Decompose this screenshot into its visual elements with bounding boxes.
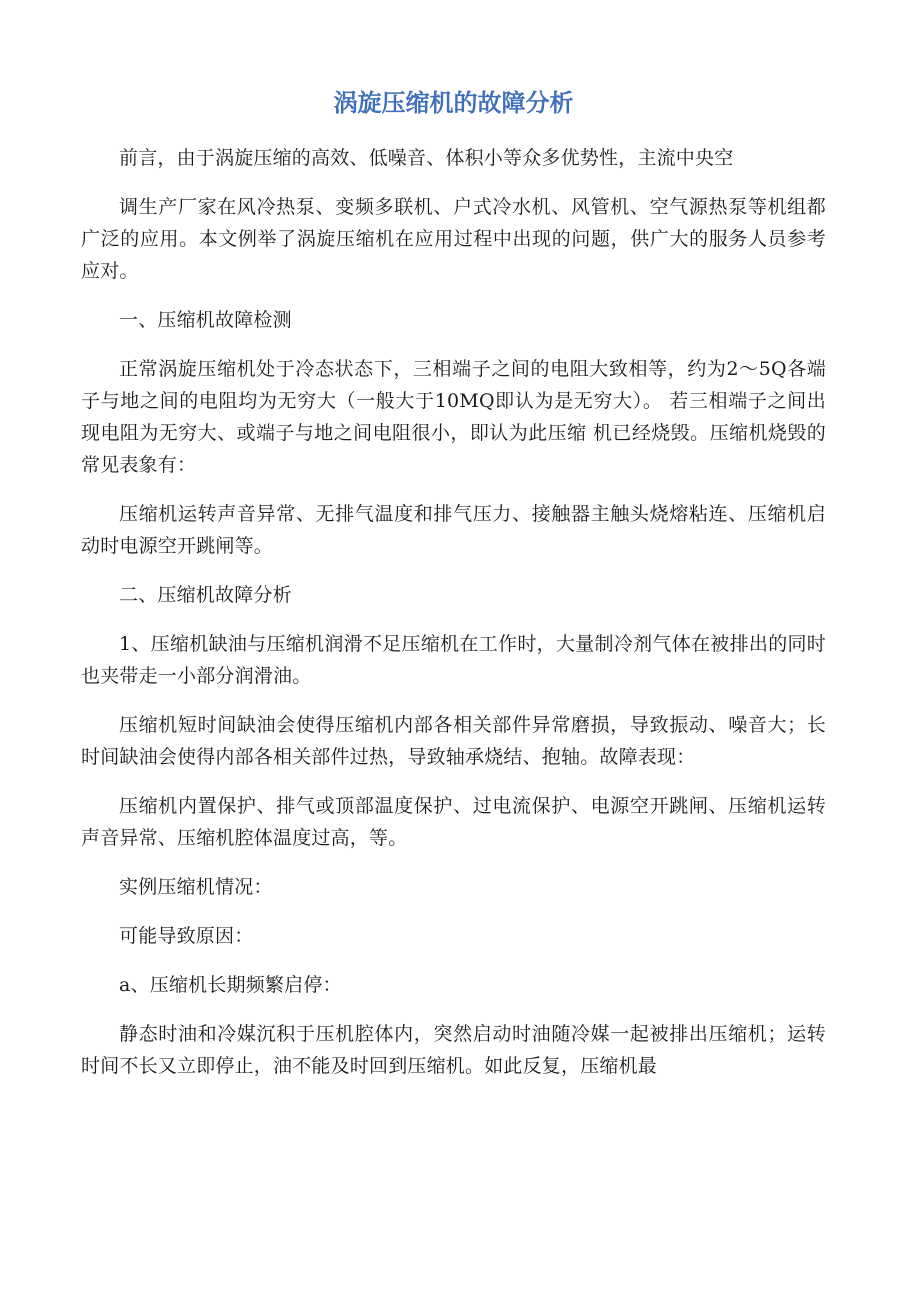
paragraph-fault-list: 压缩机内置保护、排气或顶部温度保护、过电流保护、电源空开跳闸、压缩机运转声音异常、压缩机腔体温度过高，等。 (81, 795, 826, 849)
paragraph-static-oil: 静态时油和冷媒沉积于压机腔体内，突然启动时油随冷媒一起被排出压缩机；运转时间不长又立即停止，油不能及时回到压缩机。如此反复，压缩机最 (81, 1023, 826, 1077)
paragraph-resistance: 正常涡旋压缩机处于冷态状态下，三相端子之间的电阻大致相等，约为2〜5Q各端子与地之间的电阻均为无穷大（一般大于10MQ即认为是无穷大）。 若三相端子之间出现电阻为无穷大、或端子与地之间电阻很小，即认为此压缩 机已经烧毁。压缩机烧毁的常见表象有： (81, 358, 826, 476)
section-heading-analysis: 二、压缩机故障分析 (119, 584, 292, 606)
paragraph-oil-shortage: 1、压缩机缺油与压缩机润滑不足压缩机在工作时，大量制冷剂气体在被排出的同时也夹带走一小部分润滑油。 (81, 633, 826, 687)
paragraph-preface: 前言，由于涡旋压缩的高效、低噪音、体积小等众多优势性，主流中央空 (119, 147, 734, 169)
document-title: 涡旋压缩机的故障分析 (333, 89, 574, 117)
paragraph-example: 实例压缩机情况： (119, 876, 273, 898)
section-heading-detection: 一、压缩机故障检测 (119, 309, 292, 331)
paragraph-oil-effects: 压缩机短时间缺油会使得压缩机内部各相关部件异常磨损，导致振动、噪音大；长时间缺油会使得内部各相关部件过热，导致轴承烧结、抱轴。故障表现： (81, 714, 826, 768)
paragraph-possible-causes: 可能导致原因： (119, 925, 254, 947)
document-body (81, 86, 826, 1099)
paragraph-cause-a: a、压缩机长期频繁启停： (119, 974, 342, 996)
paragraph-symptoms: 压缩机运转声音异常、无排气温度和排气压力、接触器主触头烧熔粘连、压缩机启动时电源空开跳闸等。 (81, 503, 826, 557)
paragraph-intro: 调生产厂家在风冷热泵、变频多联机、户式冷水机、风管机、空气源热泵等机组都广泛的应用。本文例举了涡旋压缩机在应用过程中出现的问题，供广大的服务人员参考应对。 (81, 196, 826, 282)
